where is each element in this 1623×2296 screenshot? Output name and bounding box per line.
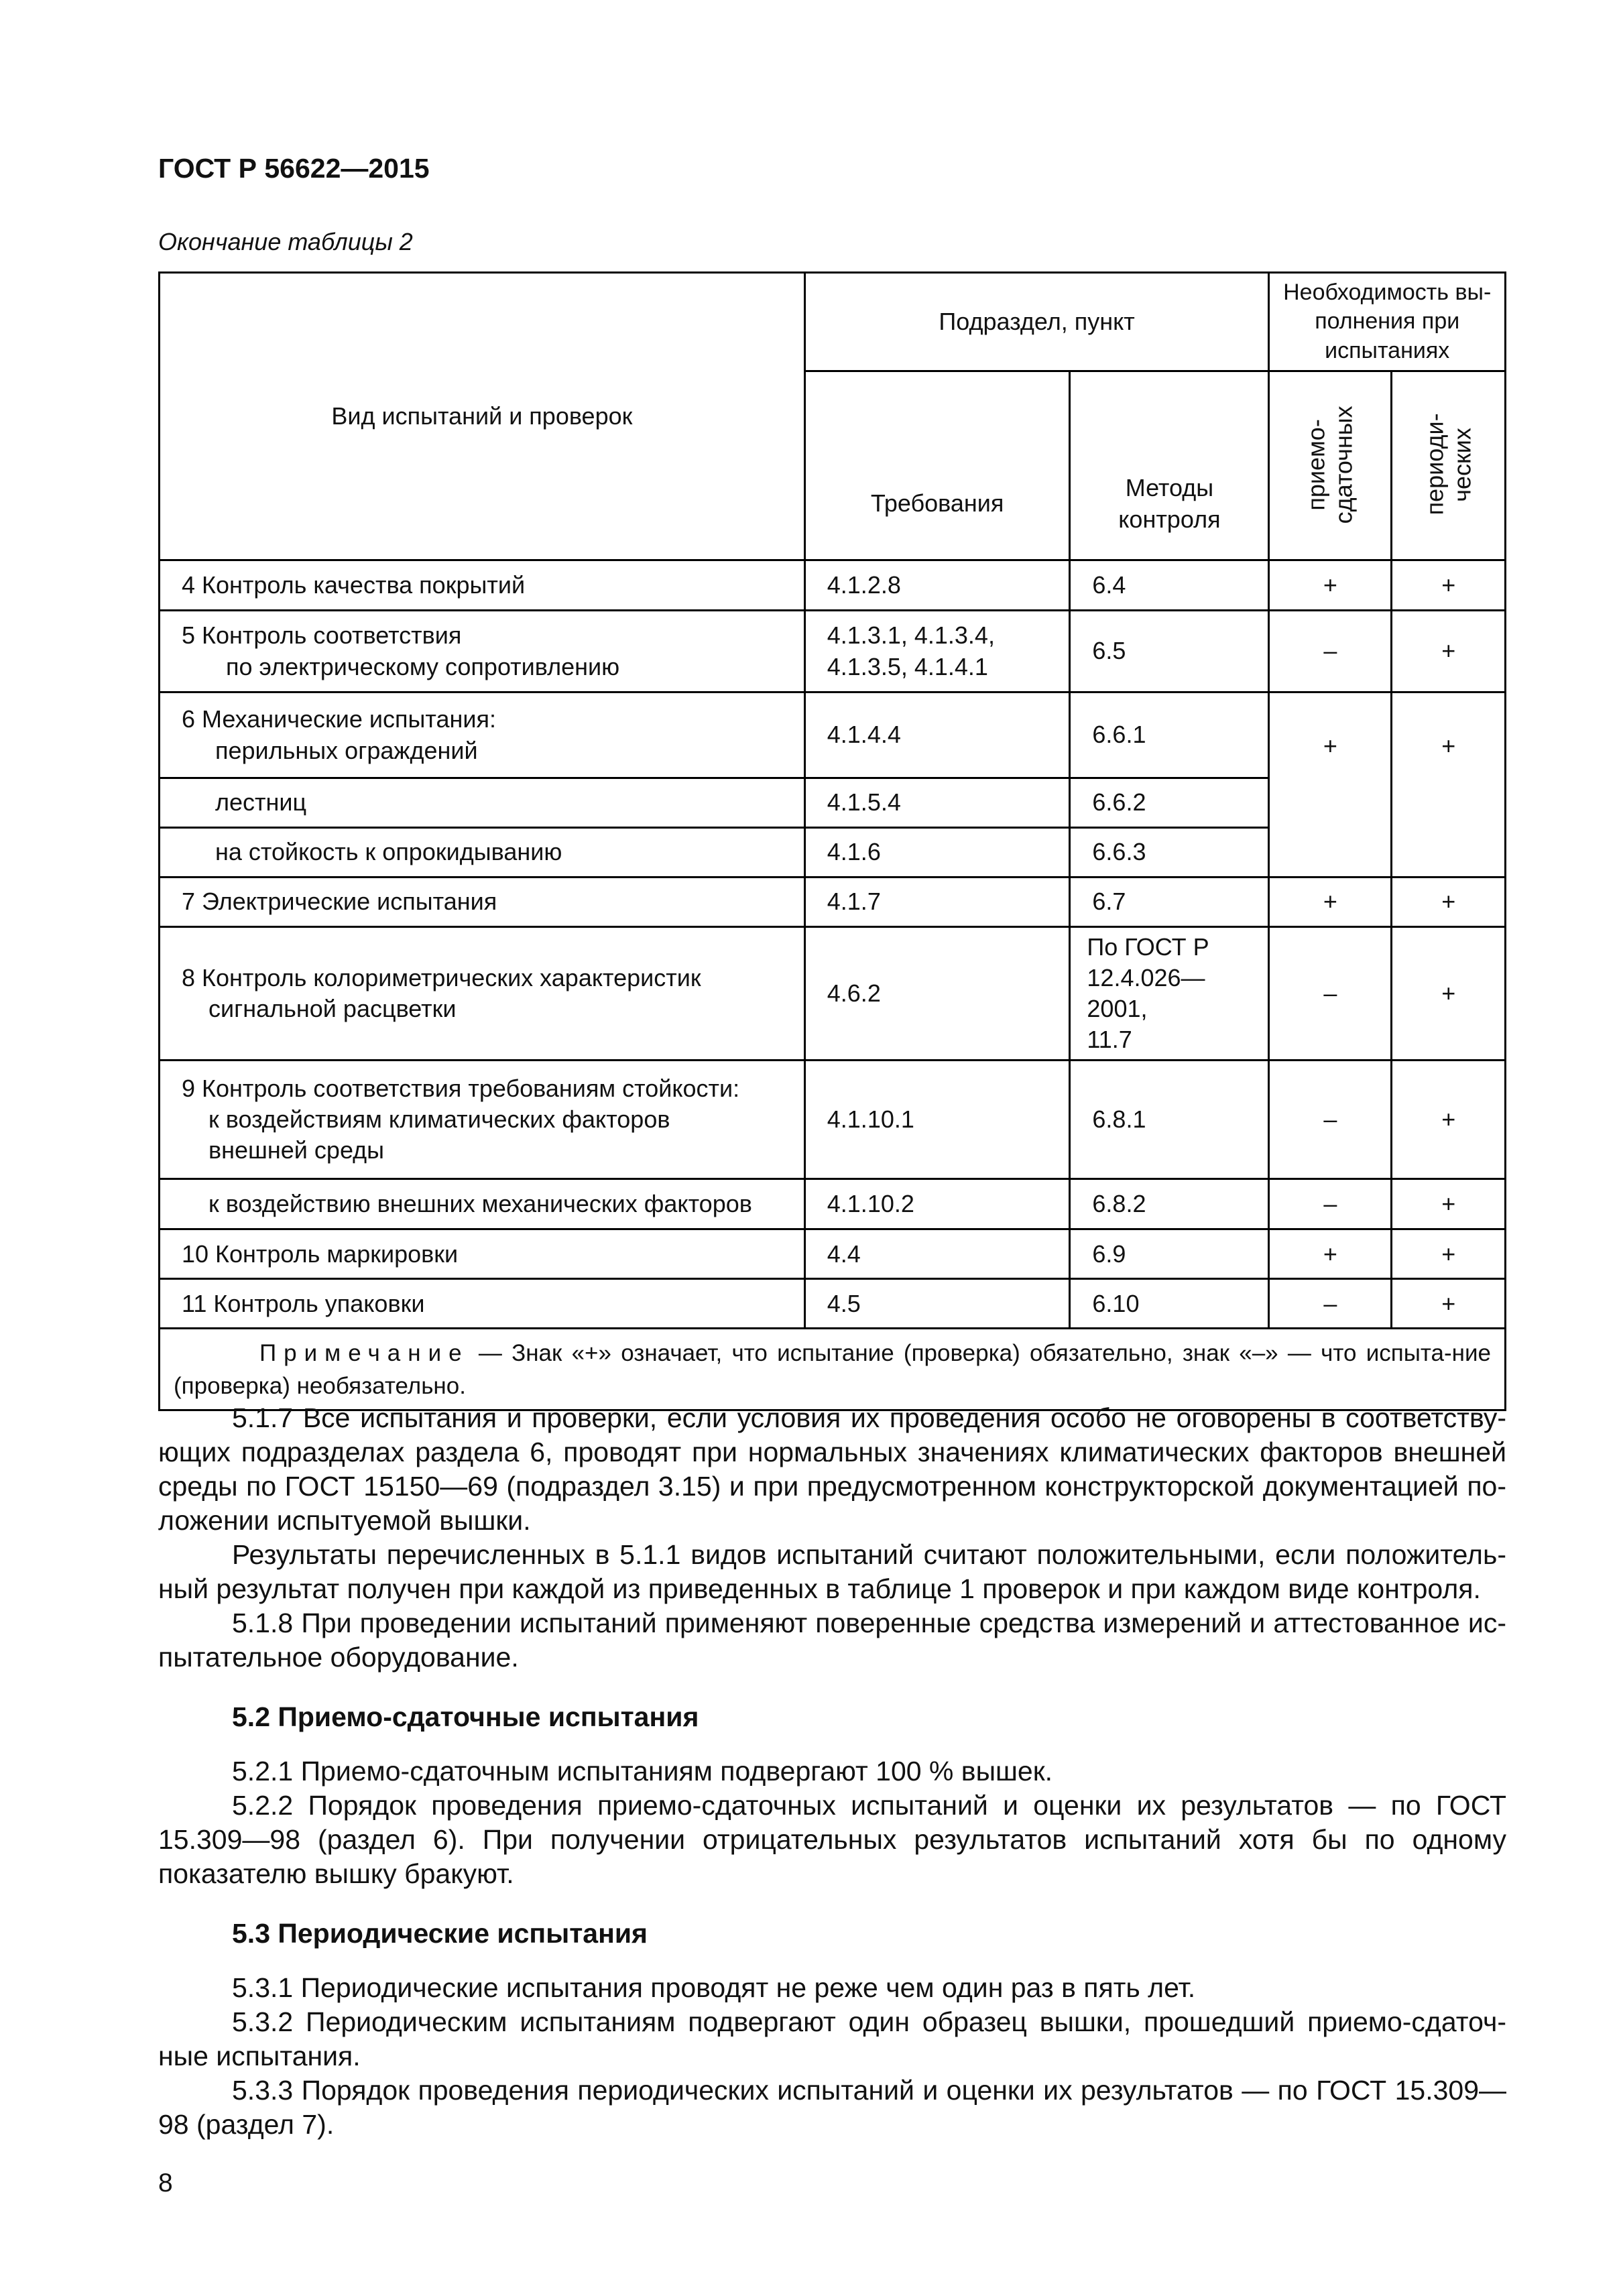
table-row xyxy=(160,878,1506,927)
row-acc: – xyxy=(1269,1279,1392,1329)
row-name-line: сигнальной расцветки xyxy=(208,995,457,1023)
row-req-line: 4.1.3.5, 4.1.4.1 xyxy=(827,652,988,680)
row-req: 4.1.10.2 xyxy=(804,1179,1070,1229)
row-per: + xyxy=(1392,1229,1506,1279)
table-row xyxy=(160,1229,1506,1279)
row-name-line: к воздействиям климатических факторов xyxy=(208,1105,670,1134)
header-methods: Методы контроля xyxy=(1070,371,1269,560)
row-per: + xyxy=(1392,878,1506,927)
row-method-line: 11.7 xyxy=(1087,1026,1132,1054)
test-types-table xyxy=(158,271,1506,1411)
row-method: 6.6.3 xyxy=(1070,828,1269,878)
row-name-line: по электрическому сопротивлению xyxy=(226,652,620,680)
row-req: 4.1.7 xyxy=(804,878,1070,927)
row-req: 4.4 xyxy=(804,1229,1070,1279)
header-necessity: Необходимость вы-полнения при испытаниях xyxy=(1269,273,1506,371)
row-per: + xyxy=(1392,927,1506,1061)
table-row xyxy=(160,692,1506,778)
paragraph: 5.1.7 Все испытания и проверки, если условия их проведения особо не оговорены в соответству-ющих подразделах раздела 6, проводят при нормальных значениях климатических факторов внешней среды по ГОСТ 15150—69 (подраздел 3.15) и при предусмотренном конструкторской документацией по-ложении испытуемой вышки. xyxy=(158,1402,1506,1536)
row-name-line: внешней среды xyxy=(208,1136,385,1164)
header-acceptance xyxy=(1269,371,1392,560)
row-acc: – xyxy=(1269,1179,1392,1229)
table-row xyxy=(160,1061,1506,1179)
body-text xyxy=(158,1401,1506,2142)
row-req-line: 4.1.3.1, 4.1.3.4, xyxy=(827,621,995,650)
row-name: на стойкость к опрокидыванию xyxy=(160,828,805,878)
row-name: 10 Контроль маркировки xyxy=(160,1229,805,1279)
row-method: 6.10 xyxy=(1070,1279,1269,1329)
row-name: 11 Контроль упаковки xyxy=(160,1279,805,1329)
row-acc: + xyxy=(1269,692,1392,878)
row-method: 6.6.1 xyxy=(1070,692,1269,778)
row-acc: + xyxy=(1269,560,1392,611)
header-requirements: Требования xyxy=(804,371,1070,560)
row-acc: – xyxy=(1269,1061,1392,1179)
row-method: 6.6.2 xyxy=(1070,778,1269,828)
row-method: 6.4 xyxy=(1070,560,1269,611)
paragraph: 5.3.1 Периодические испытания проводят не реже чем один раз в пять лет. xyxy=(232,1972,1196,2003)
page-number: 8 xyxy=(158,2169,173,2197)
paragraph: 5.3.3 Порядок проведения периодических испытаний и оценки их результатов — по ГОСТ 15.309—98 (раздел 7). xyxy=(158,2075,1506,2140)
row-name-line: 5 Контроль соответствия xyxy=(182,621,462,650)
table-caption: Окончание таблицы 2 xyxy=(158,228,413,255)
row-name: к воздействию внешних механических факторов xyxy=(160,1179,805,1229)
note-label: Примечание xyxy=(259,1339,469,1366)
row-method: 6.7 xyxy=(1070,878,1269,927)
row-acc: + xyxy=(1269,878,1392,927)
row-method: 6.5 xyxy=(1070,611,1269,692)
table-row xyxy=(160,1179,1506,1229)
row-per: + xyxy=(1392,1179,1506,1229)
header-periodic xyxy=(1392,371,1506,560)
header-periodic-label: периоди-ческих xyxy=(1421,413,1476,516)
row-req: 4.1.10.1 xyxy=(804,1061,1070,1179)
row-name-line: 9 Контроль соответствия требованиям стойкости: xyxy=(182,1075,740,1103)
table-row xyxy=(160,1279,1506,1329)
row-per: + xyxy=(1392,1061,1506,1179)
row-method xyxy=(1070,927,1269,1061)
table-row xyxy=(160,611,1506,692)
row-acc: – xyxy=(1269,927,1392,1061)
row-name-line: 6 Механические испытания: xyxy=(182,705,496,733)
row-req: 4.1.5.4 xyxy=(804,778,1070,828)
row-per: + xyxy=(1392,560,1506,611)
header-subsection: Подраздел, пункт xyxy=(804,273,1269,371)
row-name: лестниц xyxy=(160,778,805,828)
row-req: 4.6.2 xyxy=(804,927,1070,1061)
note-text: — Знак «+» означает, что испытание (проверка) обязательно, знак «–» — что испыта-ние (проверка) необязательно. xyxy=(174,1339,1491,1399)
row-name-line: 8 Контроль колориметрических характеристик xyxy=(182,964,701,992)
row-method-line: 12.4.026—2001, xyxy=(1087,964,1205,1023)
row-per: + xyxy=(1392,611,1506,692)
row-req: 4.1.6 xyxy=(804,828,1070,878)
row-method: 6.9 xyxy=(1070,1229,1269,1279)
row-method: 6.8.1 xyxy=(1070,1061,1269,1179)
table-row xyxy=(160,927,1506,1061)
row-name xyxy=(160,611,805,692)
row-name: 4 Контроль качества покрытий xyxy=(160,560,805,611)
row-acc: – xyxy=(1269,611,1392,692)
row-name: 7 Электрические испытания xyxy=(160,878,805,927)
row-per: + xyxy=(1392,1279,1506,1329)
table-note xyxy=(160,1329,1506,1410)
paragraph: 5.2.2 Порядок проведения приемо-сдаточных испытаний и оценки их результатов — по ГОСТ 15.309—98 (раздел 6). При получении отрицательных результатов испытаний хотя бы по одному показателю вышку бракуют. xyxy=(158,1790,1506,1889)
paragraph: Результаты перечисленных в 5.1.1 видов испытаний считают положительными, если положитель-ный результат получен при каждой из приведенных в таблице 1 проверок и при каждом виде контроля. xyxy=(158,1539,1506,1604)
row-name-line: перильных ограждений xyxy=(215,736,478,764)
paragraph: 5.1.8 При проведении испытаний применяют поверенные средства измерений и аттестованное ис-пытательное оборудование. xyxy=(158,1608,1506,1673)
row-name xyxy=(160,927,805,1061)
paragraph: 5.2.1 Приемо-сдаточным испытаниям подвергают 100 % вышек. xyxy=(232,1756,1053,1787)
section-heading: 5.3 Периодические испытания xyxy=(232,1918,648,1949)
row-name xyxy=(160,692,805,778)
row-req: 4.5 xyxy=(804,1279,1070,1329)
row-name xyxy=(160,1061,805,1179)
table-note-row xyxy=(160,1329,1506,1410)
table-row xyxy=(160,560,1506,611)
header-acceptance-label: приемо-сдаточных xyxy=(1303,406,1358,524)
row-acc: + xyxy=(1269,1229,1392,1279)
row-method: 6.8.2 xyxy=(1070,1179,1269,1229)
row-per: + xyxy=(1392,692,1506,878)
row-req xyxy=(804,611,1070,692)
document-header: ГОСТ Р 56622—2015 xyxy=(158,153,430,184)
section-heading: 5.2 Приемо-сдаточные испытания xyxy=(232,1701,699,1732)
header-kind: Вид испытаний и проверок xyxy=(160,273,805,560)
paragraph: 5.3.2 Периодическим испытаниям подвергают один образец вышки, прошедший приемо-сдаточ-ные испытания. xyxy=(158,2006,1506,2071)
row-method-line: По ГОСТ Р xyxy=(1087,933,1209,961)
row-req: 4.1.2.8 xyxy=(804,560,1070,611)
row-req: 4.1.4.4 xyxy=(804,692,1070,778)
